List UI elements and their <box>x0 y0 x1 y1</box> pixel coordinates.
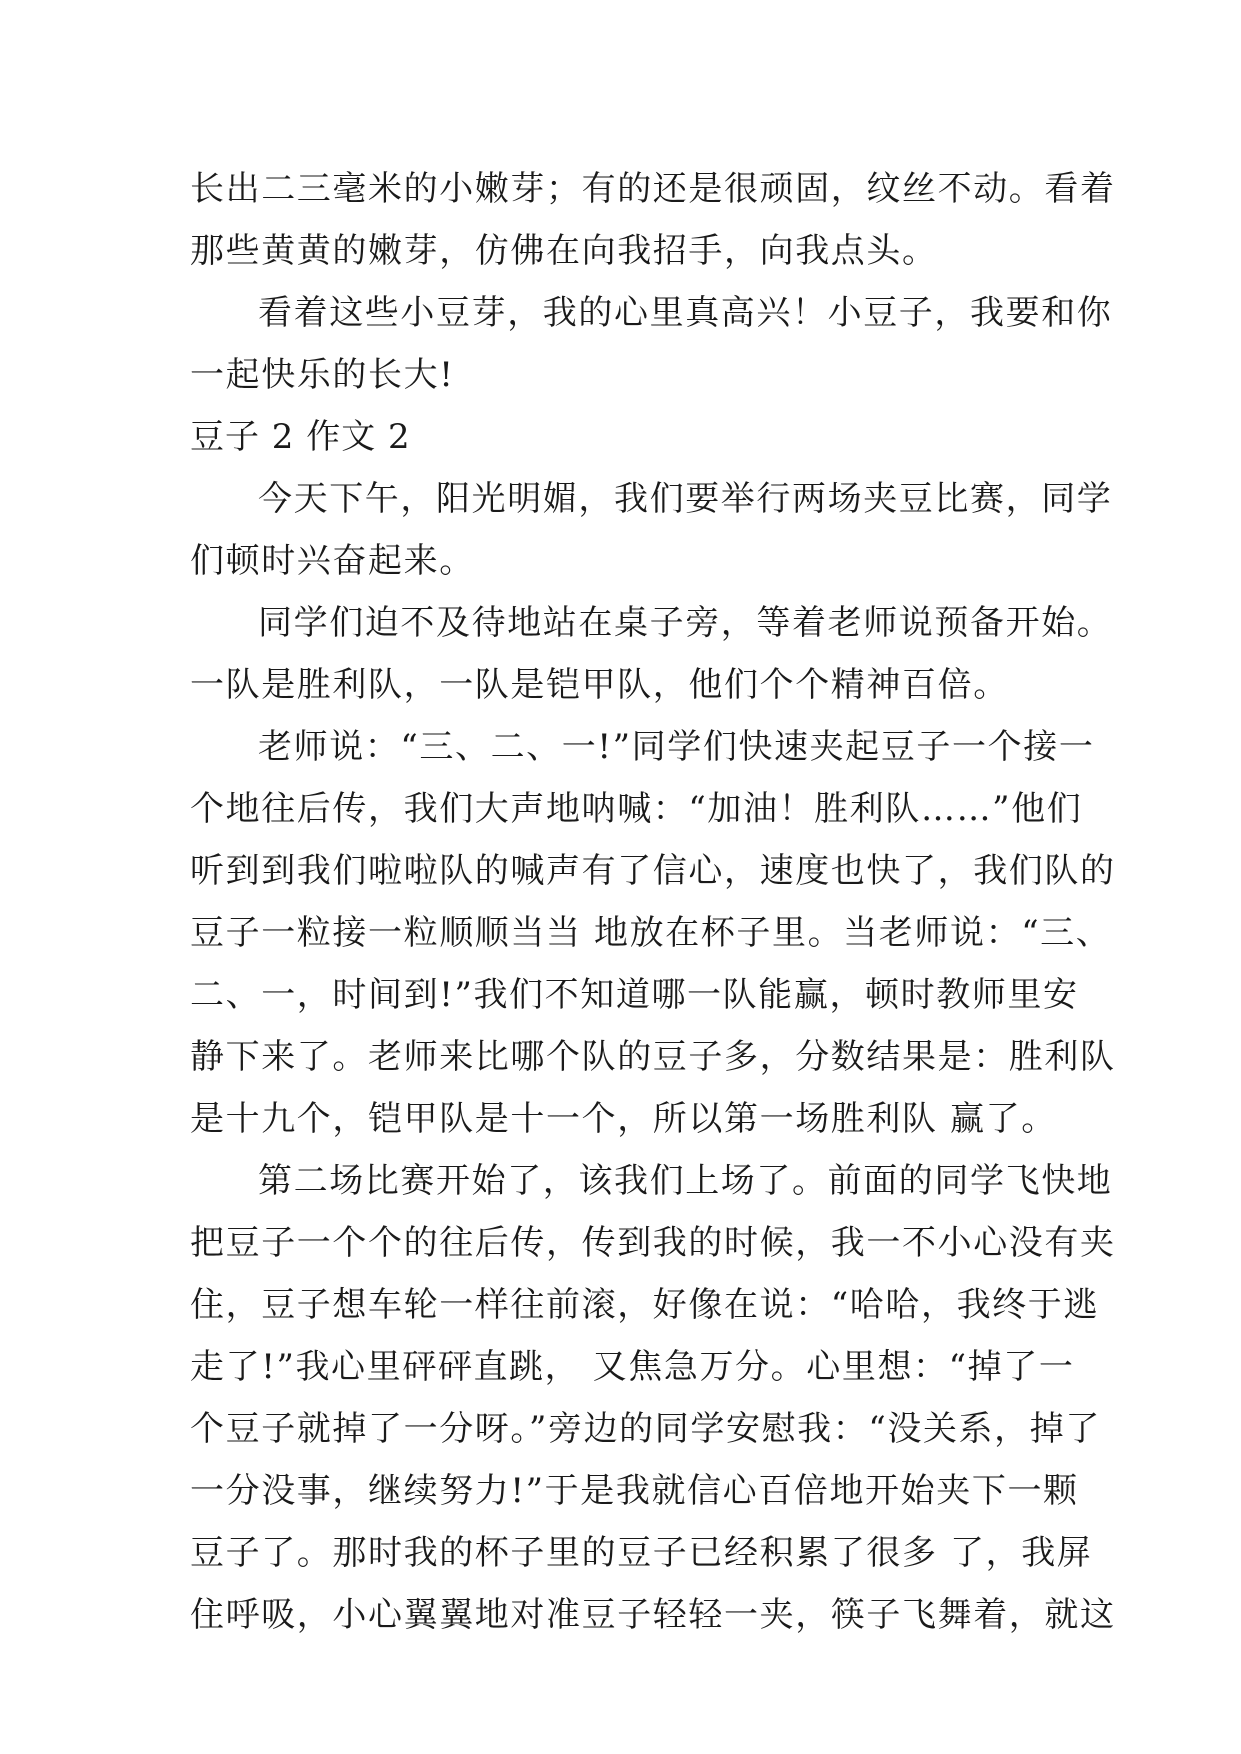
text-line: 二、一，时间到!”我们不知道哪一队能赢，顿时教师里安 <box>190 975 1079 1015</box>
article-body <box>190 158 1116 1646</box>
text-line: 个地往后传，我们大声地呐喊：“加油！胜利队……”他们 <box>190 789 1083 829</box>
text-line: 个豆子就掉了一分呀。”旁边的同学安慰我：“没关系，掉了 <box>190 1409 1101 1449</box>
text-line: 豆子了。那时我的杯子里的豆子已经积累了很多 了，我屏 <box>190 1533 1093 1573</box>
text-line: 一起快乐的长大! <box>190 355 455 395</box>
text-line: 住，豆子想车轮一样往前滚，好像在说：“哈哈，我终于逃 <box>190 1285 1099 1325</box>
text-line: 听到到我们啦啦队的喊声有了信心，速度也快了，我们队的 <box>190 851 1116 891</box>
text-line: 们顿时兴奋起来。 <box>190 541 475 581</box>
text-line: 把豆子一个个的往后传，传到我的时候，我一不小心没有夹 <box>190 1223 1116 1263</box>
text-line: 那些黄黄的嫩芽，仿佛在向我招手，向我点头。 <box>190 231 938 271</box>
section-heading: 豆子 2 作文 2 <box>190 417 411 457</box>
text-line: 住呼吸，小心翼翼地对准豆子轻轻一夹，筷子飞舞着，就这 <box>190 1595 1116 1635</box>
text-line: 一队是胜利队，一队是铠甲队，他们个个精神百倍。 <box>190 665 1009 705</box>
text-line: 是十九个，铠甲队是十一个，所以第一场胜利队 赢了。 <box>190 1099 1057 1139</box>
paragraph-start-line: 看着这些小豆芽，我的心里真高兴！小豆子，我要和你 <box>258 293 1113 333</box>
paragraph-start-line: 今天下午，阳光明媚，我们要举行两场夹豆比赛，同学 <box>258 479 1113 519</box>
text-line: 走了!”我心里砰砰直跳， 又焦急万分。心里想：“掉了一 <box>190 1347 1075 1387</box>
paragraph-start-line: 老师说：“三、二、一!”同学们快速夹起豆子一个接一 <box>258 727 1095 767</box>
paragraph-start-line: 第二场比赛开始了，该我们上场了。前面的同学飞快地 <box>258 1161 1113 1201</box>
text-line: 豆子一粒接一粒顺顺当当 地放在杯子里。当老师说：“三、 <box>190 913 1112 953</box>
text-line: 一分没事，继续努力!”于是我就信心百倍地开始夹下一颗 <box>190 1471 1079 1511</box>
text-line: 静下来了。老师来比哪个队的豆子多，分数结果是：胜利队 <box>190 1037 1116 1077</box>
paragraph-start-line: 同学们迫不及待地站在桌子旁，等着老师说预备开始。 <box>258 603 1113 643</box>
text-line: 长出二三毫米的小嫩芽；有的还是很顽固，纹丝不动。看着 <box>190 169 1116 209</box>
